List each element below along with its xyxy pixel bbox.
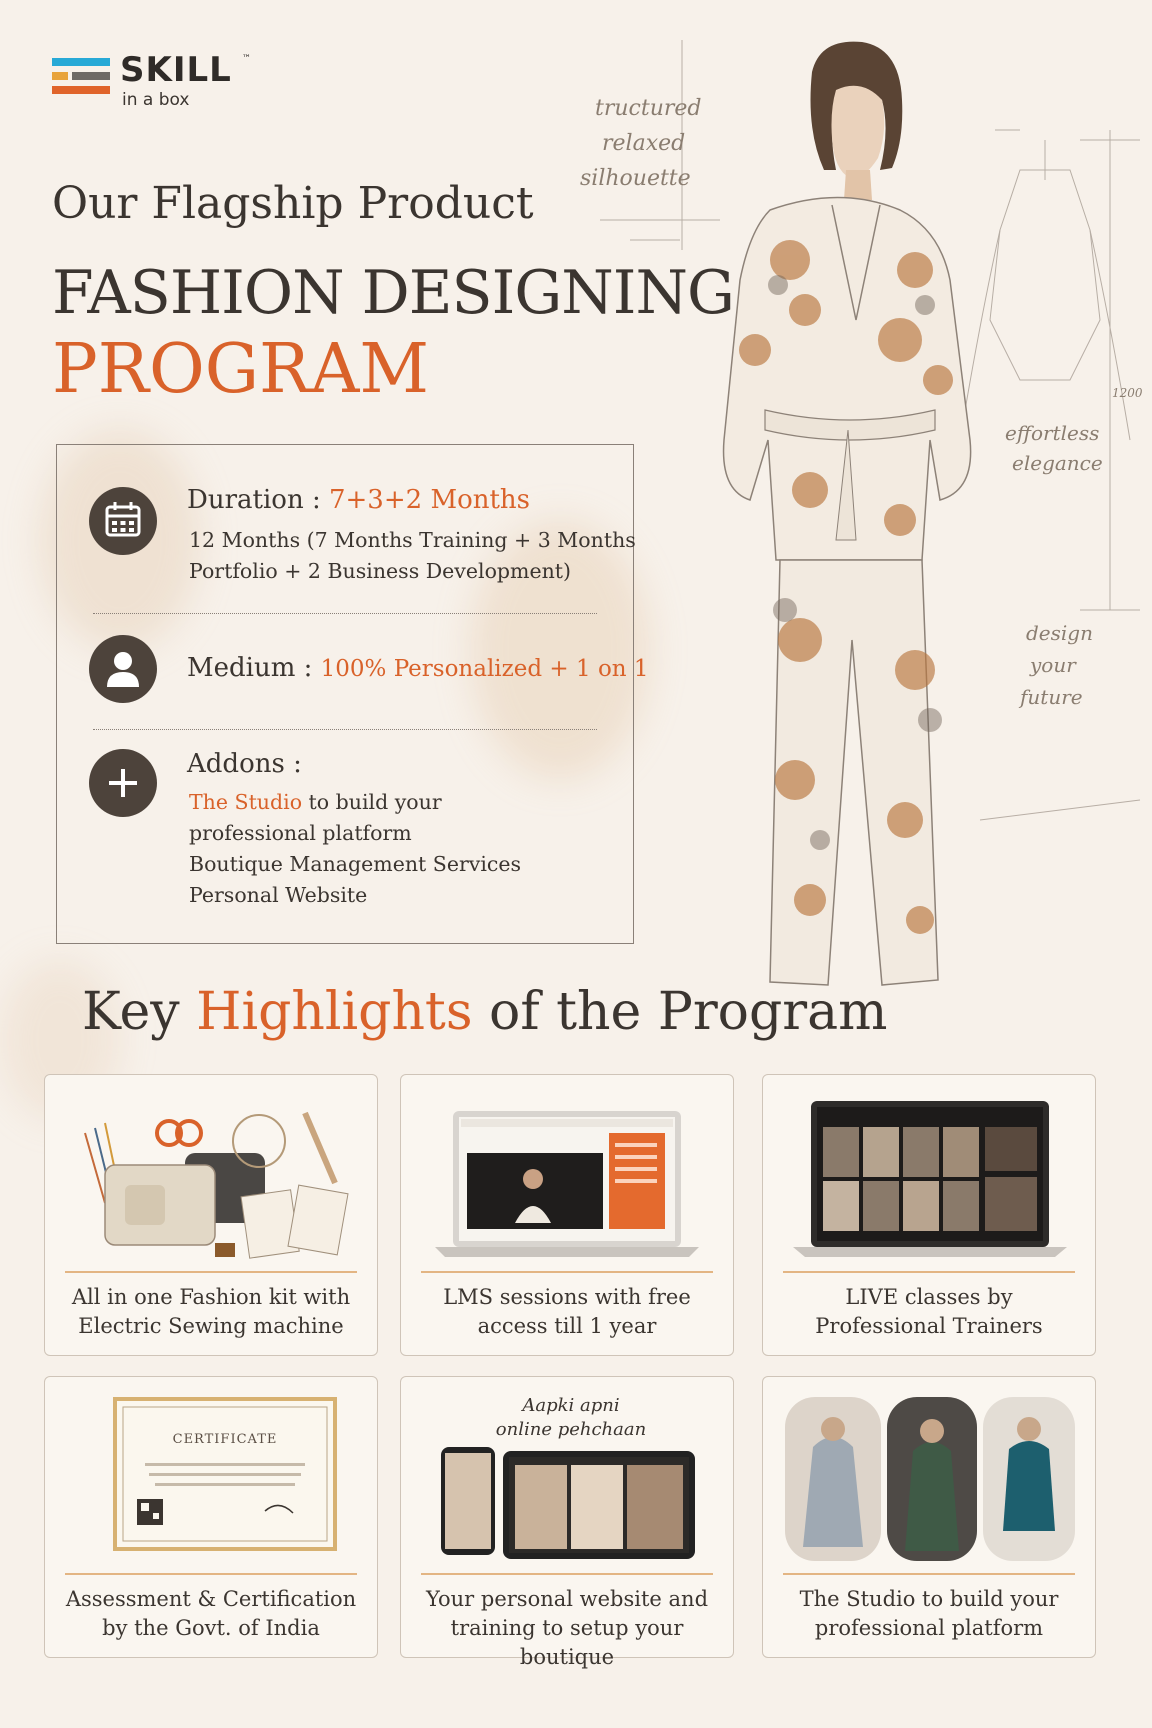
card-caption-line1: LMS sessions with free [443,1285,691,1309]
sketch-note-2a: effortless [1005,421,1100,445]
addon-line2: professional platform [189,821,412,845]
highlight-card-lms [400,1074,734,1356]
medium-value: 100% Personalized + 1 on 1 [320,656,649,682]
sketch-note-3a: design [1026,621,1093,645]
card-caption-line2: Professional Trainers [815,1314,1043,1338]
duration-detail-line2: Portfolio + 2 Business Development) [189,559,572,583]
highlight-card-live [762,1074,1096,1356]
fashion-illustration [580,20,1152,1040]
card-caption [401,1283,733,1341]
calendar-icon [89,487,157,555]
highlights-heading-post: of the Program [472,982,888,1042]
card-divider [65,1271,357,1273]
user-icon [89,635,157,703]
program-info-box [56,444,649,944]
sketch-measure: 1200 [1112,386,1143,400]
certificate-image [65,1399,359,1575]
highlight-card-certificate [44,1376,378,1658]
card-caption-line1: The Studio to build your [799,1587,1059,1611]
highlight-card-website [400,1376,734,1669]
hero-subtitle: Our Flagship Product [52,178,534,229]
addon-studio: The Studio [189,790,303,814]
certificate-label: CERTIFICATE [172,1432,278,1447]
brand-name: SKILL [120,50,232,90]
card-caption-line1: Your personal website and [425,1587,709,1611]
card-caption-line2: by the Govt. of India [102,1616,320,1640]
card-caption [401,1585,733,1672]
sketch-note-3b: your [1030,653,1076,677]
card-divider [783,1573,1075,1575]
card-caption-line2: Electric Sewing machine [78,1314,344,1338]
card-caption [45,1585,377,1643]
card-divider [65,1573,357,1575]
trademark: ™ [242,54,251,64]
card-caption-line1: Assessment & Certification [65,1587,357,1611]
medium-label: Medium : [187,653,321,683]
live-class-laptop-image [783,1093,1077,1269]
duration-title [187,485,530,515]
hero-title-line1: FASHION DESIGNING [52,258,734,328]
highlights-heading-pre: Key [82,982,197,1042]
website-script-line1: Aapki apni [522,1395,620,1416]
card-caption-line1: LIVE classes by [845,1285,1013,1309]
highlights-heading [82,982,887,1042]
sketch-note-1a: tructured [595,96,702,121]
studio-models-image [783,1397,1077,1567]
duration-detail [189,525,636,587]
card-caption [45,1283,377,1341]
highlight-card-studio [762,1376,1096,1658]
card-caption-line2: access till 1 year [477,1314,657,1338]
brand-logo [52,50,272,116]
website-devices-image [421,1389,715,1569]
addon-line4: Personal Website [189,883,368,907]
divider [93,729,597,730]
addons-list [189,787,521,911]
highlights-heading-accent: Highlights [196,982,473,1042]
plus-icon [89,749,157,817]
medium-title [187,653,649,683]
sketch-note-1c: silhouette [580,166,691,191]
addon-line3: Boutique Management Services [189,852,522,876]
addon-studio-rest: to build your [302,790,442,814]
card-divider [421,1271,713,1273]
sketch-note-3c: future [1020,685,1083,709]
website-script-line2: online pehchaan [495,1419,647,1440]
card-caption-line2: professional platform [814,1616,1044,1640]
card-caption [763,1585,1095,1643]
brand-tagline: in a box [122,90,190,110]
card-divider [421,1573,713,1575]
highlight-card-kit [44,1074,378,1356]
duration-value: 7+3+2 Months [328,485,531,515]
card-caption-line1: All in one Fashion kit with [71,1285,351,1309]
card-divider [783,1271,1075,1273]
card-caption-line2: training to setup your boutique [450,1616,684,1669]
addons-title: Addons : [187,749,302,779]
duration-detail-line1: 12 Months (7 Months Training + 3 Months [189,528,636,552]
sketch-note-1b: relaxed [602,131,686,156]
divider [93,613,597,614]
sketch-note-2b: elegance [1012,451,1103,475]
card-caption [763,1283,1095,1341]
hero-title-line2: PROGRAM [52,330,429,409]
duration-label: Duration : [187,485,329,515]
sewing-kit-image [65,1093,359,1269]
lms-laptop-image [421,1093,715,1269]
